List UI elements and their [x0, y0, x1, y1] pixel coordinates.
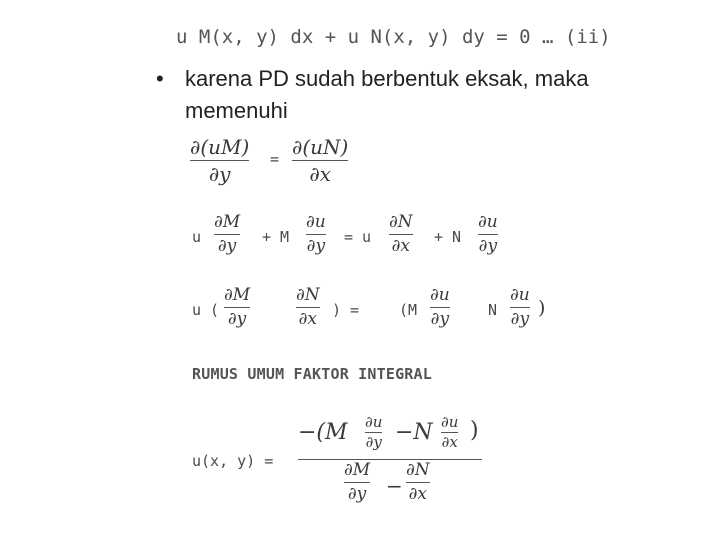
formula-num-mid: −N: [395, 420, 433, 445]
bullet-dot: •: [156, 66, 164, 91]
eq2-plus-n: + N: [434, 228, 462, 246]
eq1-equals: =: [270, 150, 280, 168]
eq3-fraction-2: ∂N ∂x: [296, 285, 320, 330]
eq2-equals-u: = u: [344, 228, 372, 246]
eq1-lhs-fraction: [190, 135, 250, 187]
eq3-fraction-1: ∂M ∂y: [224, 285, 251, 330]
eq1-rhs-fraction: [292, 135, 349, 187]
eq2-fraction-1: ∂M ∂y: [214, 212, 241, 257]
eq2-u: u: [192, 228, 202, 246]
formula-den-minus: −: [386, 474, 403, 498]
formula-num-fraction-2: ∂u ∂x: [441, 413, 459, 452]
eq3-fraction-4: ∂u ∂y: [510, 285, 530, 330]
formula-lhs: u(x, y) =: [192, 452, 274, 470]
formula-num-prefix: −(M: [298, 420, 348, 445]
formula-heading: RUMUS UMUM FAKTOR INTEGRAL: [192, 365, 432, 383]
formula-num-fraction-1: ∂u ∂y: [365, 413, 383, 452]
eq1-rhs-numerator: ∂(uN): [292, 135, 349, 159]
eq3-fraction-3: ∂u ∂y: [430, 285, 450, 330]
bullet-line-2: memenuhi: [185, 98, 288, 123]
eq1-rhs-denominator: ∂x: [309, 162, 331, 187]
eq2-plus-m: + M: [262, 228, 290, 246]
eq1-lhs-numerator: ∂(uM): [190, 135, 250, 159]
top-equation: u M(x, y) dx + u N(x, y) dy = 0 … (ii): [176, 26, 611, 48]
formula-main-bar: [298, 459, 482, 460]
eq3-n: N: [488, 301, 498, 319]
formula-den-fraction-2: ∂N ∂x: [406, 460, 430, 505]
eq2-fraction-3: ∂N ∂x: [389, 212, 413, 257]
eq3-u-open: u (: [192, 301, 220, 319]
formula-num-suffix: ): [470, 418, 479, 443]
eq2-fraction-4: ∂u ∂y: [478, 212, 498, 257]
eq3-close: ): [538, 297, 546, 319]
eq1-lhs-denominator: ∂y: [208, 162, 231, 187]
eq3-close-equals: ) =: [332, 301, 360, 319]
bullet-line-1: karena PD sudah berbentuk eksak, maka: [185, 66, 589, 91]
eq2-fraction-2: ∂u ∂y: [306, 212, 326, 257]
formula-den-fraction-1: ∂M ∂y: [344, 460, 371, 505]
eq3-open-m: (M: [399, 301, 418, 319]
